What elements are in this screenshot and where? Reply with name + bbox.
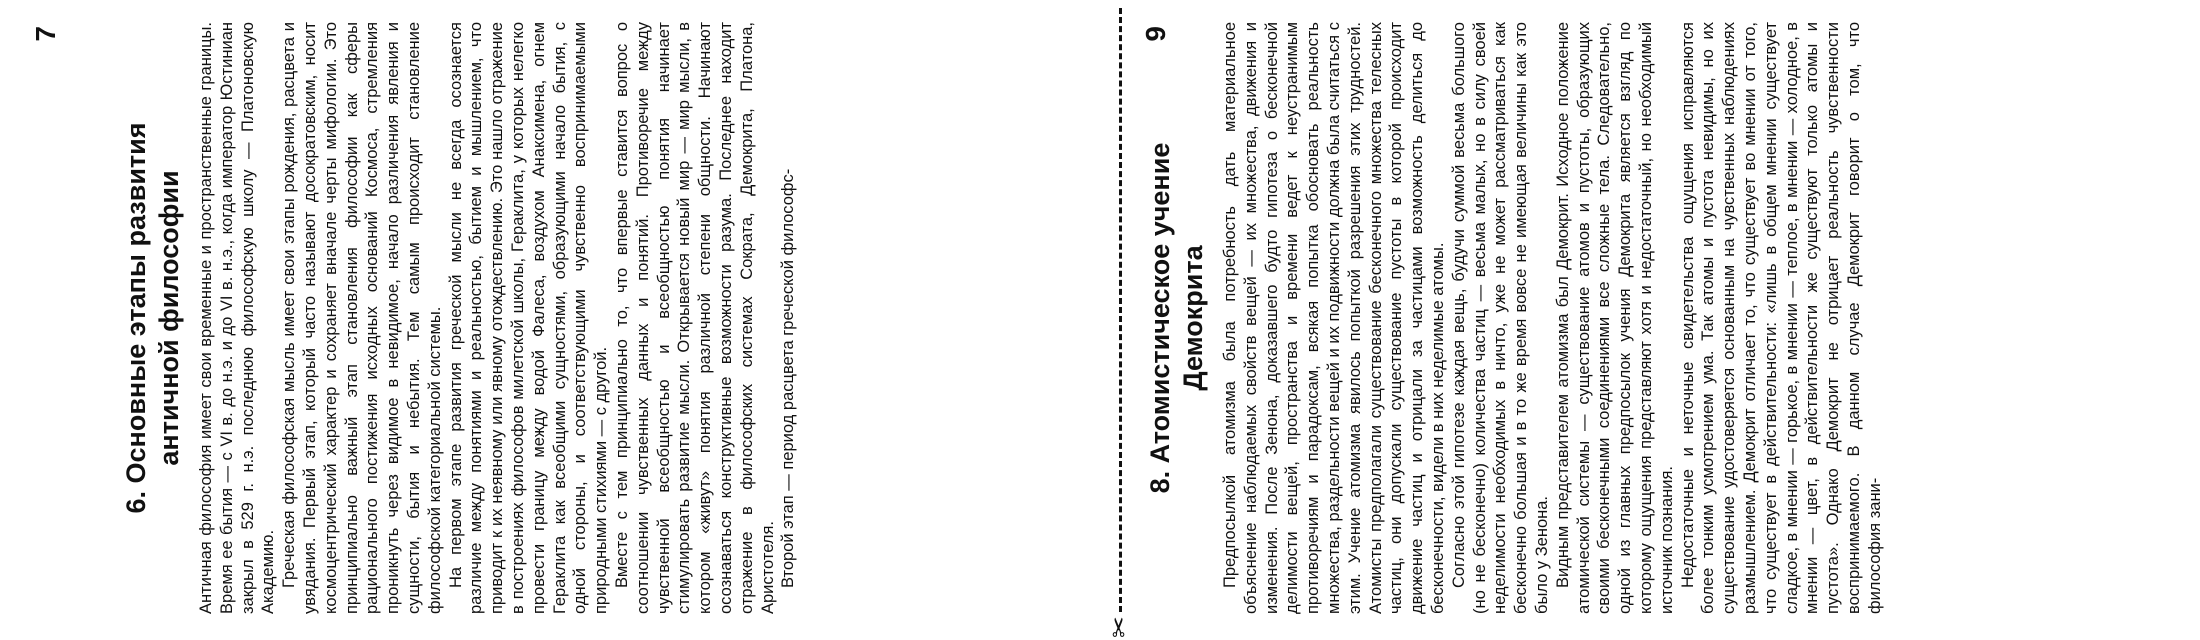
scissors-icon: ✂ [1104, 616, 1134, 638]
dashed-divider [1119, 8, 1122, 612]
paragraph: Античная философия имеет свои временные и пространственные границы. Время ее бытия — с VI в. до н.э. и до VI в. н.э., когда император Юстиниан закрыл в 529 г. н.э. последнюю философскую школу — Платоновскую Академию. [197, 22, 278, 614]
paragraph: Вместе с тем принципиально то, что впервые ставится вопрос о соотношении чувственных данных и понятий. Противоречие между чувственной всеобщностью и всеобщностью понятия начинает стимулировать развитие мысли. Открывается новый мир — мир мысли, в котором «живут» понятия различной степени общности. Начинают осознаваться конструктивные возможности разума. Последнее находит отражение в философских системах Сократа, Демокрита, Платона, Аристотеля. [612, 22, 777, 614]
section-8-title: 8. Атомистическое учение Демокрита [1145, 142, 1208, 494]
section-6-header [0, 22, 186, 614]
section-6-title: 6. Основные этапы развития античной философии [121, 122, 184, 514]
paragraph: Предпосылкой атомизма была потребность дать материальное объяснение наблюдаемых свойств вещей — их множества, движения и изменения. После Зенона, доказавшего будто гипотеза о бесконечной делимости вещей, пространства и времени ведет к неустранимым противоречиям и парадоксам, всякая попытка обосновать реальность множества, раздельности вещей и их подвижности должна была считаться с этим. Учение атомизма явилось попыткой разрешения этих трудностей. Атомисты предполагали существование бесконечного множества телесных частиц, они допускали существование пустоты в которой происходит движение частиц и отрицали за частицами возможность делиться до бесконечности, видели в них неделимые атомы. [1221, 22, 1447, 614]
cut-line [1104, 0, 1134, 640]
page-number-7: 7 [30, 26, 61, 42]
section-8 [1130, 22, 2200, 614]
section-6 [0, 22, 1110, 614]
paragraph: Согласно этой гипотезе каждая вещь, будучи суммой весьма большого (но не бесконечно) количества частиц — весьма малых, но в силу своей неделимости необходимых в ничто, уже не может рассматриваться как бесконечно большая и в то же время вовсе не имеющая величины как это было у Зенона. [1449, 22, 1551, 614]
section-6-body [196, 22, 799, 614]
paragraph: Греческая философская мысль имеет свои этапы рождения, расцвета и увядания. Первый этап, который часто называют досократовским, носит космоцентрический характер и сохраняет вначале черты мифологии. Это принципиально важный этап становления философии как сферы рационального постижения исходных оснований Космоса, стремления проникнуть через видимое в невидимое, начало различения явления и сущности, бытия и небытия. Тем самым происходит становление философской категориальной системы. [280, 22, 444, 614]
section-8-header [1130, 22, 1210, 614]
paragraph: Видным представителем атомизма был Демокрит. Исходное положение атомической системы — существование атомов и пустоты, образующих своими бесконечными соединениями все сложные тела. Следовательно, одной из главных предпосылок учения Демокрита является взгляд по которому ощущения представляют хотя и недостаточный, но необходимый источник познания. [1553, 22, 1676, 614]
paragraph: Недостаточные и неточные свидетельства ощущения исправляются более тонким усмотрением ума. Так атомы и пустота невидимы, но их существование удостоверяется основанным на чувственных наблюдениях размышлением. Демокрит отличает то, что существует во мнении от того, что существует в действительности: «лишь в общем мнении существует сладкое, в мнении — горькое, в мнении — теплое, в мнении — холодное, в мнении — цвет, в действительности же существуют только атомы и пустота». Однако Демокрит не отрицает реальность чувственности воспринимаемого. В данном случае Демокрит говорит о том, что философия зани- [1678, 22, 1884, 614]
paragraph: Второй этап — период расцвета греческой философс- [779, 168, 798, 588]
section-8-body [1220, 22, 1886, 614]
paragraph: На первом этапе развития греческой мысли не всегда осознается различие между понятиями и реальностью, бытием и мышлением, что приводит к их неявному или явному отождествлению. Это нашло отражение в построениях философов милетской школы, Гераклита, у которых нелегко провести границу между водой Фалеса, воздухом Анаксимена, огнем Гераклита как всеобщими сущностями, образующими начало бытия, с одной стороны, и соответствующими чувственно воспринимаемыми природными стихиями — с другой. [446, 22, 611, 614]
page-number-9: 9 [1140, 26, 1171, 42]
